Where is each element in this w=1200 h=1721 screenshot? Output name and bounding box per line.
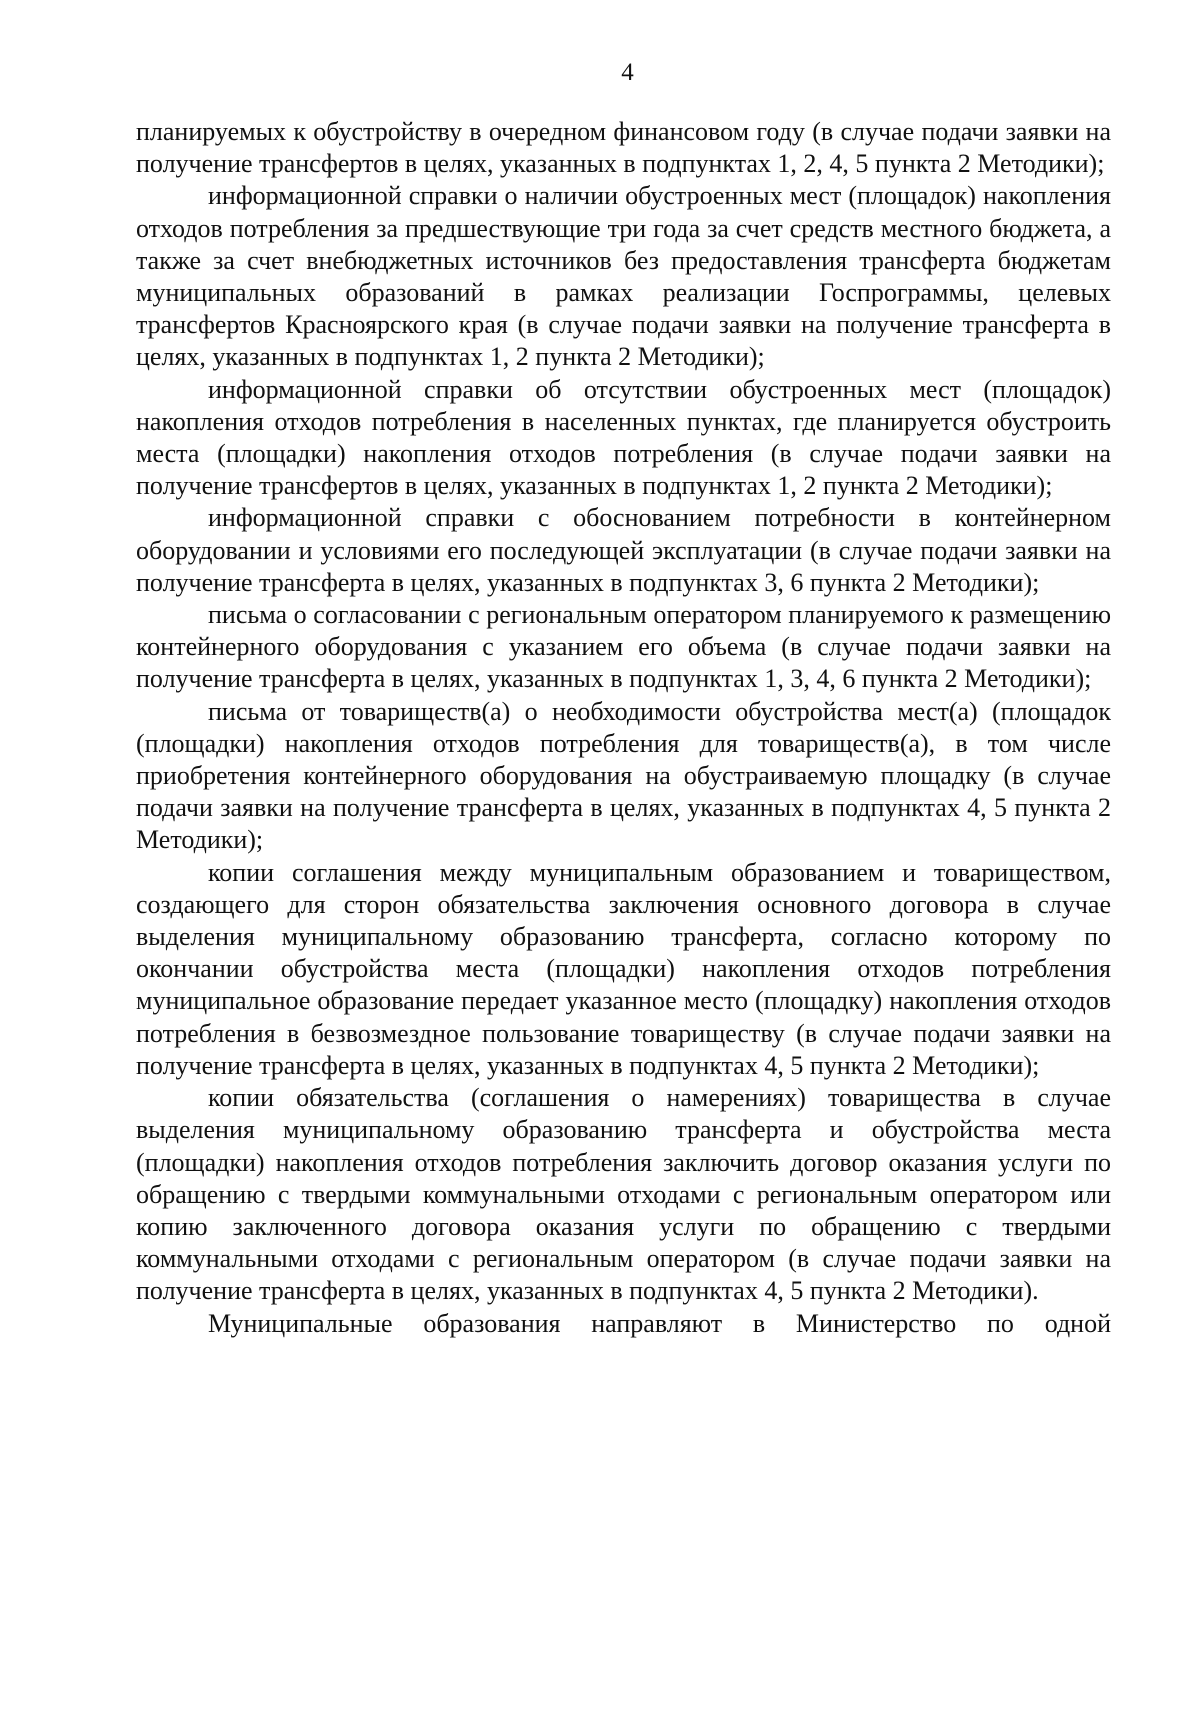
document-body xyxy=(136,116,1111,1340)
paragraph-container-need: информационной справки с обоснованием потребности в контейнерном оборудовании и условиями его последующей эксплуатации (в случае подачи заявки на получение трансферта в целях, указанных в подпунктах 3, 6 пункта 2 Методики); xyxy=(136,503,1111,597)
paragraph-info-existing-sites: информационной справки о наличии обустроенных мест (площадок) накопления отходов потребления за предшествующие три года за счет средств местного бюджета, а также за счет внебюджетных источников без предоставления трансферта бюджетам муниципальных образований в рамках реализации Госпрограммы, целевых трансфертов Красноярского края (в случае подачи заявки на получение трансферта в целях, указанных в подпунктах 1, 2 пункта 2 Методики); xyxy=(136,181,1111,372)
paragraph-continuation: планируемых к обустройству в очередном финансовом году (в случае подачи заявки на получение трансфертов в целях, указанных в подпунктах 1, 2, 4, 5 пункта 2 Методики); xyxy=(136,117,1111,179)
paragraph-obligation-copy: копии обязательства (соглашения о намерениях) товарищества в случае выделения муниципальному образованию трансферта и обустройства места (площадки) накопления отходов потребления заключить договор оказания услуги по обращению с твердыми коммунальными отходами с региональным оператором или копию заключенного договора оказания услуги по обращению с твердыми коммунальными отходами с региональным оператором (в случае подачи заявки на получение трансферта в целях, указанных в подпунктах 4, 5 пункта 2 Методики). xyxy=(136,1083,1111,1306)
paragraph-operator-agreement-letter: письма о согласовании с региональным оператором планируемого к размещению контейнерного оборудования с указанием его объема (в случае подачи заявки на получение трансферта в целях, указанных в подпунктах 1, 3, 4, 6 пункта 2 Методики); xyxy=(136,600,1111,694)
page-number: 4 xyxy=(621,59,634,86)
paragraph-municipalities-send: Муниципальные образования направляют в Министерство по одной xyxy=(208,1308,1111,1338)
paragraph-info-absent-sites: информационной справки об отсутствии обустроенных мест (площадок) накопления отходов потребления в населенных пунктах, где планируется обустроить места (площадки) накопления отходов потребления (в случае подачи заявки на получение трансфертов в целях, указанных в подпунктах 1, 2 пункта 2 Методики); xyxy=(136,374,1111,501)
paragraph-agreement-copy: копии соглашения между муниципальным образованием и товариществом, создающего для сторон обязательства заключения основного договора в случае выделения муниципальному образованию трансферта, согласно которому по окончании обустройства места (площадки) накопления отходов потребления муниципальное образование передает указанное место (площадку) накопления отходов потребления в безвозмездное пользование товариществу (в случае подачи заявки на получение трансферта в целях, указанных в подпунктах 4, 5 пункта 2 Методики); xyxy=(136,857,1111,1080)
paragraph-partnership-letters: письма от товариществ(а) о необходимости обустройства мест(а) (площадок (площадки) накопления отходов потребления для товариществ(а), в том числе приобретения контейнерного оборудования на обустраиваемую площадку (в случае подачи заявки на получение трансферта в целях, указанных в подпунктах 4, 5 пункта 2 Методики); xyxy=(136,696,1111,855)
